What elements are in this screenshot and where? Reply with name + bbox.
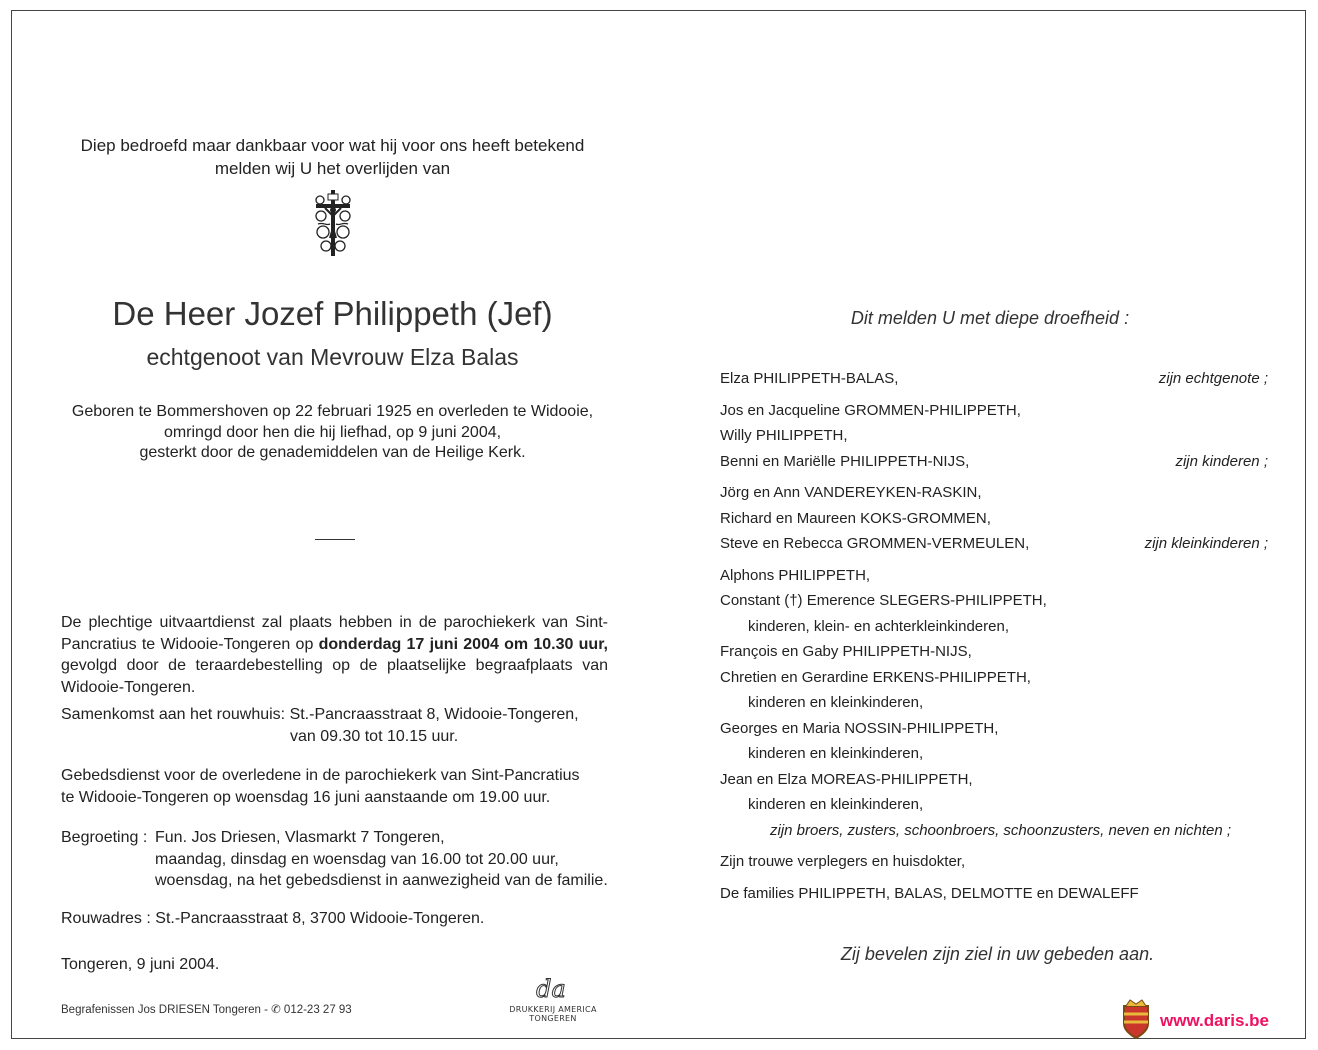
family-member: Chretien en Gerardine ERKENS-PHILIPPETH, <box>720 668 1031 686</box>
intro-line-2: melden wij U het overlijden van <box>214 159 451 178</box>
service-post: gevolgd door de teraardebestelling op de plaatselijke begraafplaats van Widooie-Tongeren. <box>61 657 608 696</box>
family-row <box>720 741 1268 767</box>
family-member: François en Gaby PHILIPPETH-NIJS, <box>720 643 972 660</box>
family-member: Jörg en Ann VANDEREYKEN-RASKIN, <box>720 484 982 501</box>
dateline: Tongeren, 9 juni 2004. <box>61 956 220 973</box>
printer-logo-letters: da <box>536 975 566 1003</box>
family-member: Georges en Maria NOSSIN-PHILIPPETH, <box>720 719 999 737</box>
family-row <box>720 614 1268 640</box>
family-row <box>720 849 1268 875</box>
relationship-label: zijn kleinkinderen ; <box>1144 535 1268 552</box>
printer-logo-icon <box>530 975 572 1003</box>
visitation-line-3: woensdag, na het gebedsdienst in aanwezigheid van de familie. <box>155 872 608 889</box>
birth-death-text <box>40 402 625 464</box>
service-date: donderdag 17 juni 2004 om 10.30 uur, <box>318 635 608 653</box>
family-member: Jos en Jacqueline GROMMEN-PHILIPPETH, <box>720 401 1021 419</box>
visitation-line-2: maandag, dinsdag en woensdag van 16.00 tot 20.00 uur, <box>155 850 559 868</box>
deceased-name: De Heer Jozef Philippeth (Jef) <box>112 295 553 332</box>
birth-line-3: gesterkt door de genademiddelen van de Heilige Kerk. <box>139 444 526 461</box>
gathering-line-1: Samenkomst aan het rouwhuis: St.-Pancraasstraat 8, Widooie-Tongeren, <box>61 706 579 723</box>
family-row <box>720 690 1268 716</box>
crucifix-icon <box>312 188 354 258</box>
family-member: kinderen en kleinkinderen, <box>748 796 924 813</box>
family-member: kinderen en kleinkinderen, <box>748 694 924 711</box>
site-watermark[interactable]: www.daris.be <box>1160 1011 1269 1030</box>
undertaker-footer: Begrafenissen Jos DRIESEN Tongeren - ✆ 012-23 27 93 <box>61 1004 352 1016</box>
gathering-line-2: van 09.30 tot 10.15 uur. <box>290 727 459 745</box>
prayer-line-1: Gebedsdienst voor de overledene in de parochiekerk van Sint-Pancratius <box>61 767 580 784</box>
family-row <box>720 881 1268 907</box>
mourning-address: Rouwadres : St.-Pancraasstraat 8, 3700 Widooie-Tongeren. <box>61 910 485 927</box>
divider <box>315 539 355 540</box>
family-list <box>720 366 1268 906</box>
service-pre: De plechtige uitvaartdienst zal plaats hebben in de parochiekerk van Sint-Pancratius te Widooie-Tongeren op <box>61 614 608 653</box>
family-row <box>720 818 1268 844</box>
family-row <box>720 366 1268 392</box>
announcement-header: Dit melden U met diepe droefheid : <box>850 308 1130 328</box>
family-row <box>720 792 1268 818</box>
prayer-text <box>61 765 621 808</box>
closing-line: Zij bevelen zijn ziel in uw gebeden aan. <box>840 944 1155 964</box>
family-member: kinderen, klein- en achterkleinkinderen, <box>748 617 1009 635</box>
family-row <box>720 563 1268 589</box>
family-member: Zijn trouwe verplegers en huisdokter, <box>720 853 966 870</box>
family-row <box>720 665 1268 691</box>
family-member: zijn broers, zusters, schoonbroers, schoonzusters, neven en nichten ; <box>770 821 1232 839</box>
family-row <box>720 480 1268 506</box>
funeral-service-text <box>61 612 608 698</box>
birth-line-2: omringd door hen die hij liefhad, op 9 juni 2004, <box>163 423 502 441</box>
birth-line-1: Geboren te Bommershoven op 22 februari 1925 en overleden te Widooie, <box>71 403 594 420</box>
intro-line-1: Diep bedroefd maar dankbaar voor wat hij voor ons heeft betekend <box>80 136 585 155</box>
family-row <box>720 716 1268 742</box>
visitation-line-1: Fun. Jos Driesen, Vlasmarkt 7 Tongeren, <box>155 829 445 846</box>
family-row <box>720 767 1268 793</box>
family-member: Constant (†) Emerence SLEGERS-PHILIPPETH, <box>720 592 1047 609</box>
gathering-text <box>61 704 621 747</box>
visitation-label: Begroeting : <box>61 829 148 846</box>
family-member: Steve en Rebecca GROMMEN-VERMEULEN, <box>720 535 1030 552</box>
family-member: De families PHILIPPETH, BALAS, DELMOTTE en DEWALEFF <box>720 884 1139 902</box>
printer-name: DRUKKERIJ AMERICA TONGEREN <box>509 1005 597 1023</box>
family-row <box>720 398 1268 424</box>
relationship-label: zijn kinderen ; <box>1175 452 1268 470</box>
family-row <box>720 506 1268 532</box>
crest-icon <box>1116 998 1156 1040</box>
family-member: Elza PHILIPPETH-BALAS, <box>720 370 899 387</box>
prayer-line-2: te Widooie-Tongeren op woensdag 16 juni aanstaande om 19.00 uur. <box>61 788 551 806</box>
relationship-label: zijn echtgenote ; <box>1158 370 1268 387</box>
family-member: Benni en Mariëlle PHILIPPETH-NIJS, <box>720 452 970 470</box>
visitation-text <box>61 827 621 892</box>
family-row <box>720 531 1268 557</box>
family-member: Jean en Elza MOREAS-PHILIPPETH, <box>720 770 973 788</box>
family-member: Richard en Maureen KOKS-GROMMEN, <box>720 509 991 527</box>
spouse-line: echtgenoot van Mevrouw Elza Balas <box>146 344 519 370</box>
family-row <box>720 423 1268 449</box>
family-row <box>720 449 1268 475</box>
family-row <box>720 639 1268 665</box>
family-member: kinderen en kleinkinderen, <box>748 745 924 762</box>
family-member: Willy PHILIPPETH, <box>720 427 848 444</box>
family-member: Alphons PHILIPPETH, <box>720 566 871 584</box>
intro-text <box>40 134 625 180</box>
family-row <box>720 588 1268 614</box>
